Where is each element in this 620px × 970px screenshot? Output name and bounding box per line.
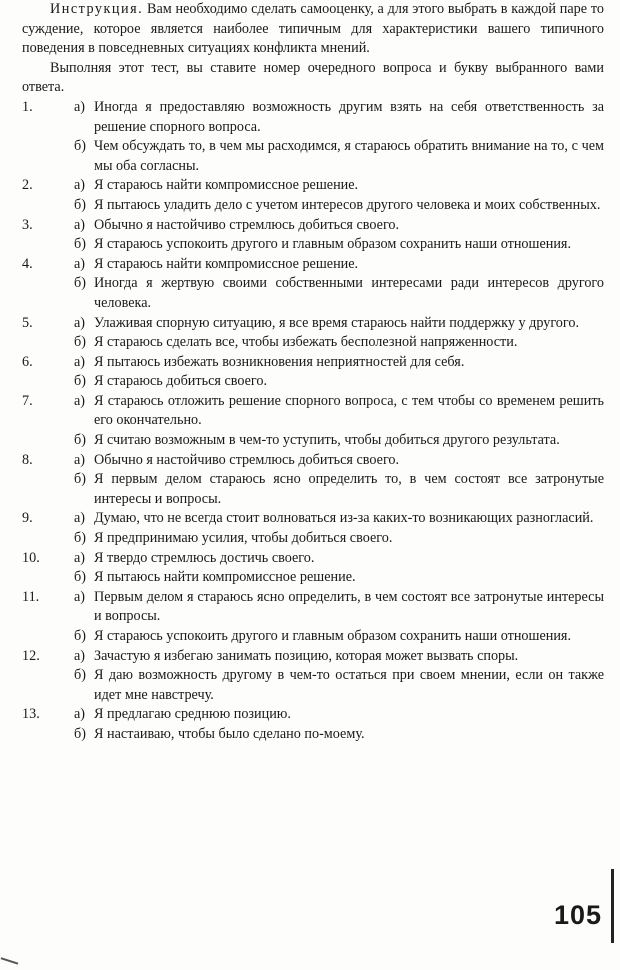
option-letter: б) xyxy=(74,334,86,351)
question-number: 10. xyxy=(22,549,40,566)
option-text: Улаживая спорную ситуацию, я все время стараюсь найти поддержку у другого. xyxy=(94,314,579,331)
answer-option-a xyxy=(22,98,604,137)
answer-option-a xyxy=(22,705,604,725)
option-letter: а) xyxy=(74,549,86,566)
option-text: Обычно я настойчиво стремлюсь добиться своего. xyxy=(94,451,400,468)
answer-option-b xyxy=(22,529,604,549)
answer-option-a xyxy=(22,588,604,627)
question-item xyxy=(22,255,604,314)
answer-option-a xyxy=(22,509,604,529)
question-item xyxy=(22,509,604,548)
page-body xyxy=(22,0,604,745)
option-text: Первым делом я стараюсь ясно определить, в чем состоят все затронутые интересы и вопросы. xyxy=(94,588,604,625)
option-letter: б) xyxy=(74,373,86,390)
option-text: Иногда я жертвую своими собственными интересами ради интересов другого человека. xyxy=(94,275,604,311)
option-text: Я стараюсь найти компромиссное решение. xyxy=(94,255,359,272)
question-number: 9. xyxy=(22,510,33,527)
option-text: Я первым делом стараюсь ясно определить то, в чем состоят все затронутые интересы и вопросы. xyxy=(94,471,604,507)
option-text: Я стараюсь найти компромиссное решение. xyxy=(94,177,359,194)
option-text: Я стараюсь добиться своего. xyxy=(94,373,268,390)
instruction-text: Вам необходимо сделать самооценку, а для этого выбрать в каждой паре то суждение, которое является наиболее типичным для характеристики вашего типичного поведения в повседневных ситуациях конфликта мнений. xyxy=(22,1,604,57)
option-letter: б) xyxy=(74,628,86,644)
question-number: 13. xyxy=(22,706,40,723)
answer-option-b xyxy=(22,725,604,745)
option-text: Я настаиваю, чтобы было сделано по-моему. xyxy=(94,725,365,742)
question-number: 2. xyxy=(22,177,33,194)
option-letter: а) xyxy=(74,647,86,664)
question-number: 5. xyxy=(22,314,33,331)
question-item xyxy=(22,176,604,215)
answer-option-a xyxy=(22,216,604,236)
option-text: Я пытаюсь уладить дело с учетом интересов другого человека и моих собственных. xyxy=(94,196,601,213)
answer-option-b xyxy=(22,137,604,176)
answer-option-a xyxy=(22,451,604,471)
option-letter: а) xyxy=(74,451,86,468)
option-text: Я даю возможность другому в чем-то остаться при своем мнении, если он также идет мне навстречу. xyxy=(94,667,604,703)
option-text: Я пытаюсь найти компромиссное решение. xyxy=(94,569,356,586)
question-item xyxy=(22,705,604,744)
page-corner-mark xyxy=(0,957,18,970)
page-number: 105 xyxy=(553,900,602,930)
option-text: Чем обсуждать то, в чем мы расходимся, я стараюсь обратить внимание на то, с чем мы оба согласны. xyxy=(94,138,604,174)
answer-option-b xyxy=(22,333,604,353)
option-letter: б) xyxy=(74,569,86,586)
option-letter: б) xyxy=(74,275,86,292)
option-text: Я стараюсь успокоить другого и главным образом сохранить наши отношения. xyxy=(94,236,572,253)
option-letter: а) xyxy=(74,353,86,370)
question-item xyxy=(22,392,604,451)
option-letter: а) xyxy=(74,510,86,527)
answer-option-a xyxy=(22,255,604,275)
option-letter: б) xyxy=(74,138,86,155)
option-text: Я стараюсь успокоить другого и главным образом сохранить наши отношения. xyxy=(94,628,572,644)
option-text: Зачастую я избегаю занимать позицию, которая может вызвать споры. xyxy=(94,647,519,664)
question-number: 4. xyxy=(22,255,33,272)
answer-option-b xyxy=(22,274,604,313)
question-item xyxy=(22,647,604,706)
answer-option-a xyxy=(22,353,604,373)
option-letter: б) xyxy=(74,471,86,488)
option-text: Я твердо стремлюсь достичь своего. xyxy=(94,549,315,566)
instruction-paragraph xyxy=(22,0,604,59)
option-text: Думаю, что не всегда стоит волноваться из-за каких-то возникающих разногласий. xyxy=(94,510,594,527)
question-number: 12. xyxy=(22,647,40,664)
option-letter: а) xyxy=(74,588,86,605)
option-text: Я предлагаю среднюю позицию. xyxy=(94,706,291,723)
option-letter: а) xyxy=(74,216,86,233)
answer-option-b xyxy=(22,372,604,392)
option-letter: а) xyxy=(74,314,86,331)
option-letter: б) xyxy=(74,432,86,449)
question-number: 11. xyxy=(22,588,40,605)
question-item xyxy=(22,314,604,353)
option-letter: а) xyxy=(74,177,86,194)
option-letter: а) xyxy=(74,392,86,409)
question-item xyxy=(22,549,604,588)
answer-option-b xyxy=(22,431,604,451)
answer-option-b xyxy=(22,470,604,509)
question-number: 3. xyxy=(22,216,33,233)
question-item xyxy=(22,216,604,255)
answer-option-a xyxy=(22,176,604,196)
option-text: Иногда я предоставляю возможность другим взять на себя ответственность за решение спорного вопроса. xyxy=(94,98,604,135)
option-letter: б) xyxy=(74,725,86,742)
answer-option-a xyxy=(22,314,604,334)
question-number: 1. xyxy=(22,98,33,115)
page-edge-mark xyxy=(611,869,614,943)
answer-option-a xyxy=(22,549,604,569)
question-item xyxy=(22,451,604,510)
option-letter: б) xyxy=(74,196,86,213)
option-text: Обычно я настойчиво стремлюсь добиться своего. xyxy=(94,216,400,233)
option-text: Я считаю возможным в чем-то уступить, чтобы добиться другого результата. xyxy=(94,432,560,449)
option-letter: а) xyxy=(74,706,86,723)
option-letter: а) xyxy=(74,255,86,272)
option-letter: а) xyxy=(74,98,86,115)
answer-option-b xyxy=(22,627,604,647)
option-text: Я предпринимаю усилия, чтобы добиться своего. xyxy=(94,530,393,547)
instruction-paragraph-2: Выполняя этот тест, вы ставите номер очередного вопроса и букву выбранного вами ответа. xyxy=(22,59,604,96)
answer-option-a xyxy=(22,392,604,431)
question-item xyxy=(22,353,604,392)
question-list xyxy=(22,98,604,745)
question-number: 7. xyxy=(22,392,33,409)
option-text: Я пытаюсь избежать возникновения неприятностей для себя. xyxy=(94,353,465,370)
instruction-label: Инструкция. xyxy=(50,1,144,17)
answer-option-b xyxy=(22,666,604,705)
answer-option-b xyxy=(22,196,604,216)
option-letter: б) xyxy=(74,236,86,253)
option-text: Я стараюсь сделать все, чтобы избежать бесполезной напряженности. xyxy=(94,334,518,351)
option-text: Я стараюсь отложить решение спорного вопроса, с тем чтобы со временем решить его окончательно. xyxy=(94,392,604,429)
option-letter: б) xyxy=(74,667,86,684)
question-number: 8. xyxy=(22,451,33,468)
answer-option-b xyxy=(22,235,604,255)
answer-option-b xyxy=(22,568,604,588)
option-letter: б) xyxy=(74,530,86,547)
question-item xyxy=(22,98,604,176)
question-item xyxy=(22,588,604,647)
question-number: 6. xyxy=(22,353,33,370)
answer-option-a xyxy=(22,647,604,667)
